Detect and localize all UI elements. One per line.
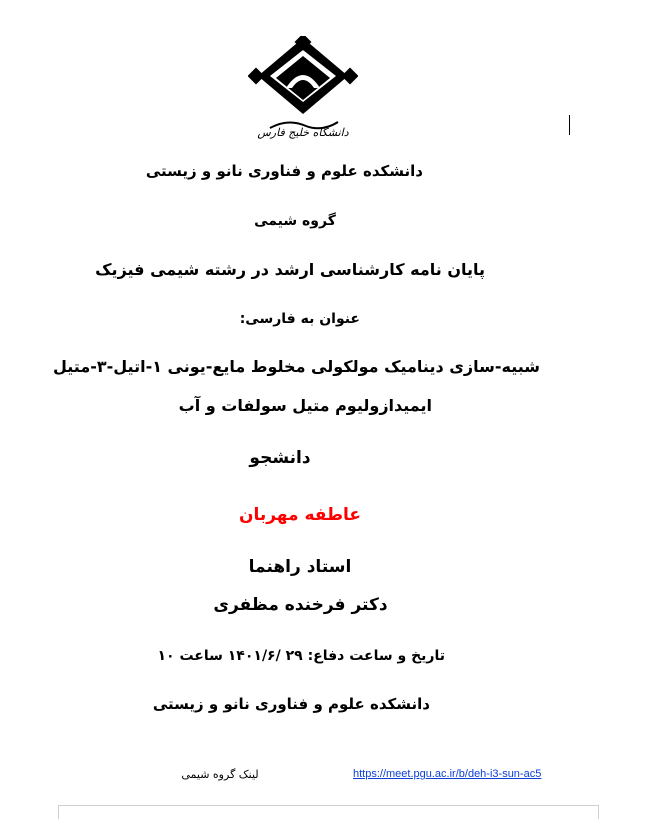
page-corner-mark-left [58,805,59,819]
defense-date: تاریخ و ساعت دفاع: ۲۹ /۱۴۰۱/۶ ساعت ۱۰ [157,648,445,664]
meeting-link[interactable]: https://meet.pgu.ac.ir/b/deh-i3-sun-ac5 [353,768,542,780]
university-emblem-icon [248,36,358,142]
text-cursor [569,115,570,135]
faculty-heading: دانشکده علوم و فناوری نانو و زیستی [145,162,423,180]
department-heading: گروه شیمی [254,213,336,229]
page-corner-mark-right [598,805,599,819]
faculty-footer-heading: دانشکده علوم و فناوری نانو و زیستی [152,695,430,713]
thesis-heading: پایان نامه کارشناسی ارشد در رشته شیمی فیزیک [95,260,485,279]
svg-text:دانشگاه خلیج فارس: دانشگاه خلیج فارس [257,126,349,139]
link-label: لینک گروه شیمی [181,768,259,781]
advisor-name: دکتر فرخنده مظفری [213,595,388,615]
student-label: دانشجو [249,448,311,468]
page-bottom-rule [58,805,598,806]
thesis-title-line-2: ایمیدازولیوم متیل سولفات و آب [178,396,432,415]
title-label: عنوان به فارسی: [239,311,360,327]
advisor-label: استاد راهنما [248,557,352,577]
thesis-title-line-1: شبیه-سازی دینامیک مولکولی مخلوط مایع-یونی ۱-اتیل-۳-متیل [52,357,540,376]
student-name: عاطفه مهربان [238,505,362,525]
